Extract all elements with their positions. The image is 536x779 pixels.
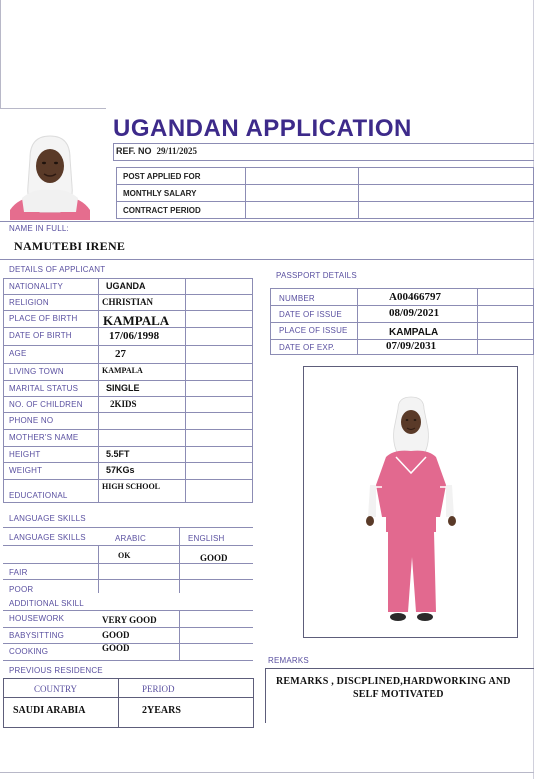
religion-value: CHRISTIAN xyxy=(102,297,154,307)
details-row-line xyxy=(3,429,253,430)
applicant-headshot xyxy=(4,128,96,220)
residence-country: SAUDI ARABIA xyxy=(13,705,86,716)
language-line xyxy=(3,545,253,546)
details-col-line xyxy=(98,278,99,503)
babysitting-value: GOOD xyxy=(102,630,130,640)
page-corner-line xyxy=(0,0,1,108)
poor-label: POOR xyxy=(9,585,34,594)
period-column-header: PERIOD xyxy=(142,684,175,694)
applicant-full-photo xyxy=(303,366,518,638)
details-row-line xyxy=(3,310,253,311)
remarks-heading: REMARKS xyxy=(268,656,309,665)
ref-line xyxy=(113,160,534,161)
remarks-line xyxy=(265,668,534,669)
details-row-line xyxy=(3,462,253,463)
details-heading: DETAILS OF APPLICANT xyxy=(9,265,106,274)
english-column-header: ENGLISH xyxy=(188,534,225,543)
no-of-children-value: 2KIDS xyxy=(110,399,137,409)
date-of-issue-value: 08/09/2021 xyxy=(389,307,440,319)
details-row-line xyxy=(3,363,253,364)
no-of-children-label: NO. OF CHILDREN xyxy=(9,400,83,409)
passport-row-line xyxy=(270,322,534,323)
age-value: 27 xyxy=(115,348,126,360)
post-col-line xyxy=(358,167,359,219)
arabic-value: OK xyxy=(118,551,131,560)
remarks-text-line2: SELF MOTIVATED xyxy=(353,689,444,700)
page-title: UGANDAN APPLICATION xyxy=(113,115,412,142)
phone-no-label: PHONE NO xyxy=(9,416,54,425)
mother-s-name-label: MOTHER'S NAME xyxy=(9,433,79,442)
name-label: NAME IN FULL: xyxy=(9,224,69,233)
cooking-label: COOKING xyxy=(9,647,49,656)
skills-line xyxy=(3,660,253,661)
residence-period: 2YEARS xyxy=(142,705,181,716)
language-row-label: LANGUAGE SKILLS xyxy=(9,533,86,542)
monthly-salary-label: MONTHLY SALARY xyxy=(123,189,197,198)
educational-label: EDUCATIONAL xyxy=(9,491,68,500)
details-row-line xyxy=(3,412,253,413)
post-col-line xyxy=(245,167,246,219)
country-column-header: COUNTRY xyxy=(34,684,78,694)
language-line xyxy=(3,579,253,580)
language-line xyxy=(3,527,253,528)
skills-heading: ADDITIONAL SKILL xyxy=(9,599,84,608)
cooking-value: GOOD xyxy=(102,643,130,653)
place-of-birth-value: KAMPALA xyxy=(103,313,170,328)
passport-heading: PASSPORT DETAILS xyxy=(276,271,357,280)
language-heading: LANGUAGE SKILLS xyxy=(9,514,86,523)
marital-status-label: MARITAL STATUS xyxy=(9,384,79,393)
language-col-line xyxy=(98,545,99,593)
marital-status-value: SINGLE xyxy=(106,383,140,393)
date-of-exp-label: DATE OF EXP. xyxy=(279,343,335,352)
page-edge-line xyxy=(533,0,534,779)
height-value: 5.5FT xyxy=(106,449,130,459)
post-row-line xyxy=(116,184,534,185)
living-town-label: LIVING TOWN xyxy=(9,367,64,376)
date-of-birth-value: 17/06/1998 xyxy=(109,330,160,342)
babysitting-label: BABYSITTING xyxy=(9,631,65,640)
place-of-issue-label: PLACE OF ISSUE xyxy=(279,326,348,335)
skills-line xyxy=(3,610,253,611)
date-of-birth-label: DATE OF BIRTH xyxy=(9,331,72,340)
details-row-line xyxy=(3,446,253,447)
nationality-value: UGANDA xyxy=(106,281,146,291)
passport-number-value: A00466797 xyxy=(389,291,441,303)
page-bottom-line xyxy=(0,772,534,773)
housework-value: VERY GOOD xyxy=(102,615,157,625)
residence-col-line xyxy=(118,678,119,728)
full-name: NAMUTEBI IRENE xyxy=(14,239,126,253)
english-value: GOOD xyxy=(200,553,228,563)
details-row-line xyxy=(3,294,253,295)
fair-label: FAIR xyxy=(9,568,28,577)
height-label: HEIGHT xyxy=(9,450,41,459)
skills-line xyxy=(3,627,253,628)
date-of-exp-value: 07/09/2031 xyxy=(386,340,437,352)
details-col-line xyxy=(185,278,186,503)
living-town-value: KAMPALA xyxy=(102,366,143,375)
page-corner-line xyxy=(0,108,106,109)
details-row-line xyxy=(3,345,253,346)
passport-number-label: NUMBER xyxy=(279,294,315,303)
religion-label: RELIGION xyxy=(9,298,49,307)
details-row-line xyxy=(3,479,253,480)
ref-number xyxy=(116,146,197,156)
place-of-issue-value: KAMPALA xyxy=(389,327,439,338)
weight-label: WEIGHT xyxy=(9,466,43,475)
ref-value: 29/11/2025 xyxy=(156,146,198,156)
remarks-line xyxy=(265,668,266,723)
housework-label: HOUSEWORK xyxy=(9,614,65,623)
age-label: AGE xyxy=(9,349,27,358)
language-line xyxy=(3,563,253,564)
passport-row-line xyxy=(270,305,534,306)
ref-label: REF. NO xyxy=(116,146,152,156)
post-applied-label: POST APPLIED FOR xyxy=(123,172,201,181)
residence-heading: PREVIOUS RESIDENCE xyxy=(9,666,103,675)
ref-line xyxy=(113,143,114,161)
contract-period-label: CONTRACT PERIOD xyxy=(123,206,201,215)
arabic-column-header: ARABIC xyxy=(115,534,146,543)
educational-value: HIGH SCHOOL xyxy=(102,482,161,491)
nationality-label: NATIONALITY xyxy=(9,282,64,291)
residence-row-line xyxy=(3,697,254,698)
ref-line xyxy=(113,143,534,144)
date-of-issue-label: DATE OF ISSUE xyxy=(279,310,342,319)
name-top-line xyxy=(0,221,534,222)
remarks-text-line1: REMARKS , DISCPLINED,HARDWORKING AND xyxy=(276,676,511,687)
name-bottom-line xyxy=(0,259,534,260)
details-row-line xyxy=(3,396,253,397)
place-of-birth-label: PLACE OF BIRTH xyxy=(9,314,78,323)
language-col-line xyxy=(179,527,180,593)
skills-col-line xyxy=(179,610,180,660)
weight-value: 57KGs xyxy=(106,465,135,475)
details-row-line xyxy=(3,380,253,381)
post-row-line xyxy=(116,201,534,202)
